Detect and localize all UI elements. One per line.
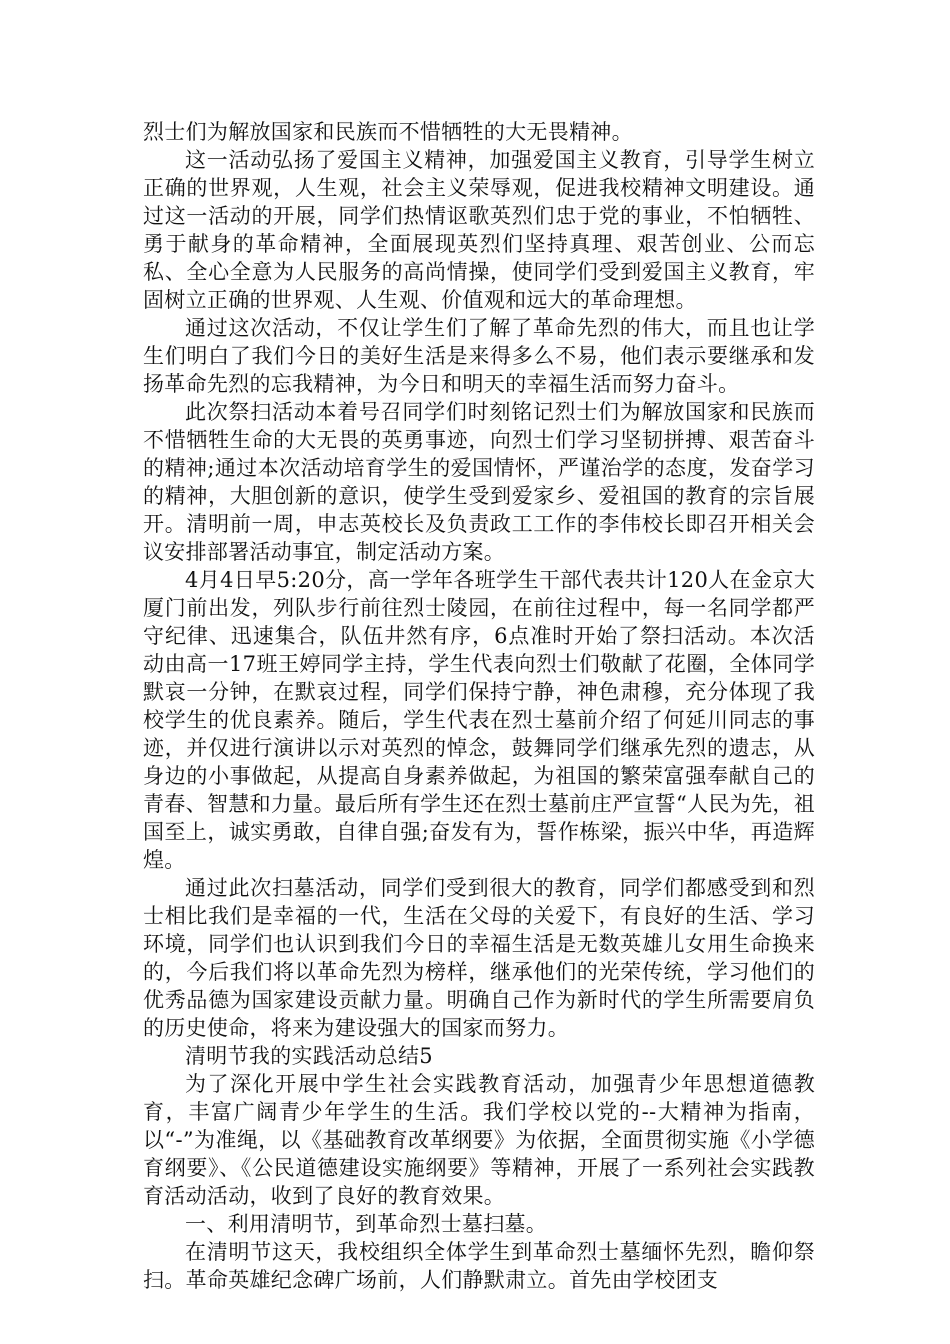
paragraph-april-4-event: 4月4日早5:20分，高一学年各班学生干部代表共计120人在金京大厦门前出发，列队步行前往烈士陵园，在前往过程中，每一名同学都严守纪律、迅速集合，队伍井然有序，6点准时开始了祭扫活动。本次活动由高一17班王婷同学主持，学生代表向烈士们敬献了花圈，全体同学默哀一分钟，在默哀过程，同学们保持宁静，神色肃穆，充分体现了我校学生的优良素养。随后，学生代表在烈士墓前介绍了何延川同志的事迹，并仅进行演讲以示对英烈的悼念，鼓舞同学们继承先烈的遗志，从身边的小事做起，从提高自身素养做起，为祖国的繁荣富强奉献自己的青春、智慧和力量。最后所有学生还在烈士墓前庄严宣誓“人民为先，祖国至上，诚实勇敢，自律自强;奋发有为，誓作栋梁，振兴中华，再造辉煌。 [143,568,815,872]
paragraph-qingming-day: 在清明节这天，我校组织全体学生到革命烈士墓缅怀先烈，瞻仰祭扫。革命英雄纪念碑广场前，人们静默肃立。首先由学校团支 [143,1240,815,1292]
paragraph-education-outcome: 通过此次扫墓活动，同学们受到很大的教育，同学们都感受到和烈士相比我们是幸福的一代，生活在父母的关爱下，有良好的生活、学习环境，同学们也认识到我们今日的幸福生活是无数英雄儿女用生命换来的，今后我们将以革命先烈为榜样，继承他们的光荣传统，学习他们的优秀品德为国家建设贡献力量。明确自己作为新时代的学生所需要肩负的历史使命，将来为建设强大的国家而努力。 [143,876,815,1040]
paragraph-activity-significance: 这一活动弘扬了爱国主义精神，加强爱国主义教育，引导学生树立正确的世界观，人生观，社会主义荣辱观，促进我校精神文明建设。通过这一活动的开展，同学们热情讴歌英烈们忠于党的事业，不怕牺牲、勇于献身的革命精神，全面展现英烈们坚持真理、艰苦创业、公而忘私、全心全意为人民服务的高尚情操，使同学们受到爱国主义教育，牢固树立正确的世界观、人生观、价值观和远大的革命理想。 [143,148,815,312]
paragraph-students-understanding: 通过这次活动，不仅让学生们了解了革命先烈的伟大，而且也让学生们明白了我们今日的美好生活是来得多么不易，他们表示要继承和发扬革命先烈的忘我精神，为今日和明天的幸福生活而努力奋斗。 [143,316,815,396]
paragraph-memorial-purpose: 此次祭扫活动本着号召同学们时刻铭记烈士们为解放国家和民族而不惜牺牲生命的大无畏的英勇事迹，向烈士们学习坚韧拼搏、艰苦奋斗的精神;通过本次活动培育学生的爱国情怀，严谨治学的态度，发奋学习的精神，大胆创新的意识，使学生受到爱家乡、爱祖国的教育的宗旨展开。清明前一周，申志英校长及负责政工工作的李伟校长即召开相关会议安排部署活动事宜，制定活动方案。 [143,400,815,564]
subheading-tomb-sweeping: 一、利用清明节，到革命烈士墓扫墓。 [185,1212,548,1236]
document-body [143,118,815,1294]
paragraph-continuation: 烈士们为解放国家和民族而不惜牺牲的大无畏精神。 [143,120,633,144]
paragraph-practice-education: 为了深化开展中学生社会实践教育活动，加强青少年思想道德教育，丰富广阔青少年学生的生活。我们学校以党的--大精神为指南，以“-”为准绳，以《基础教育改革纲要》为依据，全面贯彻实施《小学德育纲要》、《公民道德建设实施纲要》等精神，开展了一系列社会实践教育活动活动，收到了良好的教育效果。 [143,1072,815,1208]
section-heading-summary-5: 清明节我的实践活动总结5 [185,1044,433,1068]
